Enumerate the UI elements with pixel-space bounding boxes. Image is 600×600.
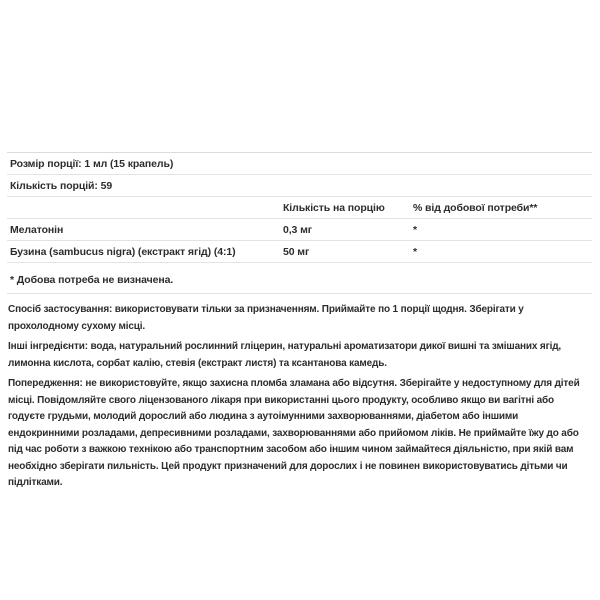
serving-size-text: Розмір порції: 1 мл (15 крапель): [10, 157, 174, 170]
ingredient-daily-value: *: [413, 223, 417, 236]
directions-paragraph: Спосіб застосування: використовувати тільки за призначенням. Приймайте по 1 порції щодня. Зберігати у прохолодному сухому місці.: [8, 304, 524, 332]
ingredient-amount: 0,3 мг: [283, 223, 313, 236]
warnings-paragraph: Попередження: не використовуйте, якщо захисна пломба зламана або відсутня. Зберігайте у недоступному для дітей місці. Повідомляйте свого ліцензованого лікаря при використанні цього продукту, особливо якщо ви вагітні або годуєте грудьми, молодий дорослий або людина з аутоімунними захворюваннями, діабетом або іншими ендокринними розладами, депресивними розладами, захворюваннями або прийомом ліків. Не приймайте їжу до або під час роботи з важкою технікою або транспортним засобом або іншим чином займайтеся діяльністю, при якій вам необхідно зберігати пильність. Цей продукт призначений для дорослих і не повинен використовуватись дітьми чи підлітками.: [8, 378, 580, 488]
column-header-daily-value: % від добової потреби**: [413, 201, 538, 214]
daily-value-footnote: * Добова потреба не визначена.: [10, 274, 174, 286]
table-header-row: [7, 196, 592, 218]
ingredient-name: Мелатонін: [10, 223, 64, 236]
ingredient-name: Бузина (sambucus nigra) (екстракт ягід) (4:1): [10, 245, 236, 258]
servings-count-row: [7, 174, 592, 196]
table-row: [7, 218, 592, 240]
daily-value-footnote-row: [7, 262, 592, 294]
supplement-facts-panel: [7, 152, 592, 492]
supplement-facts-table: [7, 152, 592, 294]
other-ingredients-paragraph: Інші інгредієнти: вода, натуральний рослинний гліцерин, натуральні ароматизатори дикої вишні та змішаних ягід, лимонна кислота, сорбат калію, стевія (екстракт листя) та ксантанова камедь.: [8, 341, 562, 369]
serving-size-row: [7, 152, 592, 174]
ingredient-amount: 50 мг: [283, 245, 310, 258]
label-paragraphs: [7, 302, 592, 492]
column-header-amount: Кількість на порцію: [283, 201, 385, 214]
ingredient-daily-value: *: [413, 245, 417, 258]
table-row: [7, 240, 592, 262]
servings-count-text: Кількість порцій: 59: [10, 179, 113, 192]
